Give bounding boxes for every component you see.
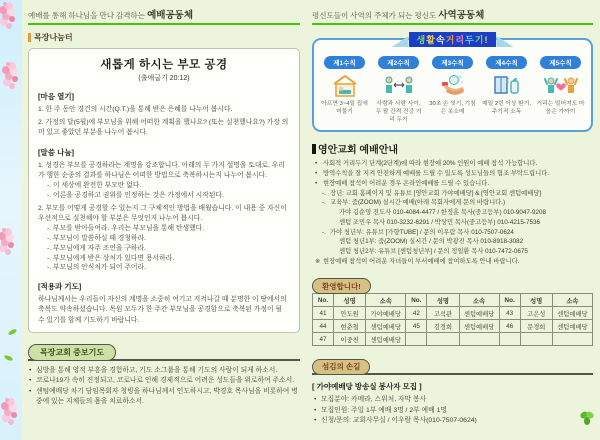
welcome-row	[313, 320, 593, 333]
welcome-cell: 안도원	[334, 307, 366, 320]
service-section	[312, 356, 593, 427]
distancing-rules-box	[312, 34, 593, 132]
lesson-sub-item: -. 부모를 받아들여라. 우리는 부모님을 통해 탄생했다.	[47, 225, 205, 232]
lesson-section-heading: [적용과 기도]	[38, 282, 82, 292]
banner-wing-icon	[392, 36, 409, 47]
worship-line-text: 장년: 교회 홈페이지 및 유튜브 [영안교회 가야예배당] & [영안교회 센텀예배당]	[330, 189, 542, 197]
lesson-sub-item: -. 부모님이 말씀하실 때 경청하라.	[47, 234, 146, 242]
prayer-item: • 센텀예배당 차기 담임목회자 청빙을 하나님께서 인도하시고, 박경호 목사님을 비롯하여 병중에 있는 지체들의 몸을 치료하소서.	[28, 387, 300, 408]
blossom-icon	[6, 62, 10, 66]
lesson-item: 1. 성경은 부모를 공경하라는 계명을 강조합니다. 아래의 두 가지 설명을 토대로, 우리가 행한 순종의 결과를 하나님은 어떠한 방법으로 축복하시는지 나누어 봅시다.	[38, 161, 285, 179]
worship-line	[312, 237, 593, 247]
welcome-col-header: No.	[313, 294, 334, 307]
welcome-row	[313, 307, 593, 320]
welcome-cell	[499, 333, 520, 346]
prayer-section	[28, 342, 300, 408]
rule-caption: 30초 손 씻기, 기침은 옷소매	[429, 101, 476, 115]
worship-line	[312, 159, 593, 169]
worship-line	[312, 257, 593, 267]
worship-line-text: 사회적 거리두기 단계(2단계)에 따라 현장에 20% 인원이 예배 참석 가능합니다.	[323, 160, 538, 168]
service-heading: [ 가야예배당 방송실 봉사자 모집 ]	[312, 381, 422, 391]
welcome-cell: 가야예배당	[366, 307, 406, 320]
left-page-header	[28, 7, 300, 25]
worship-line	[312, 169, 593, 179]
service-list	[312, 395, 593, 428]
welcome-col-header: No.	[406, 294, 427, 307]
welcome-col-header: 소속	[459, 294, 499, 307]
welcome-row	[313, 333, 593, 346]
prayer-item: • 코로나19가 속히 진정되고, 코로나로 인해 경제적으로 어려운 성도들을 위로하여 주소서.	[28, 376, 300, 387]
welcome-cell: 센텀예배당	[459, 307, 499, 320]
blossom-icon	[3, 2, 7, 6]
worship-line	[312, 247, 593, 257]
rule-caption: 사람과 사람 사이, 두 팔 간격 건강 거리 두기	[375, 101, 422, 123]
prayer-badge: 목장교회 중보기도	[28, 344, 116, 361]
worship-line-text: 현장예배 참석이 어려운 자녀들이 부서예배에 참여하도록 안내 바랍니다.	[323, 257, 520, 265]
right-header-prefix: 평신도들이 사역의 주체가 되는 평신도	[312, 11, 437, 20]
lesson-item: 2. 부모를 어떻게 공경할 수 있는지 그 구체적인 방법을 배웠습니다. 이 내용 중 자신이 우선적으로 실천해야 할 부분은 무엇인지 나누어 봅시다.	[38, 204, 287, 222]
rules-row	[319, 56, 586, 124]
green-divider	[28, 23, 300, 25]
service-item: • 모집분야: 카메라, 스위처, 자막 봉사	[312, 395, 593, 406]
rule-label: 제5수칙	[540, 56, 582, 69]
welcome-cell: 47	[313, 333, 334, 346]
welcome-badge: 환영합니다!	[312, 278, 371, 294]
lesson-subtitle: (출애굽기 20:12)	[138, 75, 190, 82]
lesson-sub-item: -. 부모님에게 받은 상처가 있다면 용서하라.	[47, 254, 175, 262]
rule-caption: 거리는 멀어져도 마음은 가까이	[536, 101, 585, 115]
distancing-rule	[319, 56, 370, 124]
welcome-cell: 45	[406, 320, 427, 333]
welcome-col-header: No.	[499, 294, 520, 307]
welcome-col-header: 성명	[520, 294, 552, 307]
left-header-prefix: 예배를 통해 하나님을 만나 감격하는	[28, 11, 146, 20]
hand-wash-icon	[427, 72, 478, 100]
welcome-cell: 42	[406, 307, 427, 320]
lesson-sub-item: -. 부모님의 안식처가 되어 주어라.	[47, 264, 146, 272]
worship-lines	[312, 159, 593, 266]
worship-line	[312, 179, 593, 189]
prayer-item: • 심방을 통해 영적 부흥을 경험하고, 기도 소그룹을 통해 기도의 사람이 되게 하소서.	[28, 366, 300, 377]
right-page	[312, 7, 593, 427]
blossom-icon	[2, 228, 6, 232]
worship-line	[312, 208, 593, 218]
bullet-marker: •	[315, 179, 318, 187]
welcome-col-header: 성명	[334, 294, 366, 307]
bullet-marker: •	[315, 170, 318, 178]
welcome-table	[312, 293, 593, 346]
welcome-col-header: 소속	[366, 294, 406, 307]
worship-line-text: 교육부: 줌(ZOOM) 실시간 예배(아래 목회자에게 문의 바랍니다.)	[330, 199, 506, 207]
welcome-cell	[520, 333, 552, 346]
distancing-banner	[392, 32, 514, 47]
rule-caption: 매일 2번 이상 환기, 주기적 소독	[482, 101, 531, 115]
welcome-cell: 센텀예배당	[552, 320, 592, 333]
section-tag-mokjang	[28, 32, 300, 43]
rule-label: 제2수칙	[378, 56, 420, 69]
bullet-marker: -.	[322, 189, 326, 197]
lesson-sub-item: -. 이 세상에 완전한 부모란 없다.	[47, 181, 142, 189]
worship-line-text: 센텀 청년2부: 유튜브 [센텀청년부] / 문의 정일환 목사 010-7472-0675	[339, 248, 528, 256]
welcome-cell: 43	[499, 307, 520, 320]
distancing-rule	[535, 56, 586, 124]
welcome-cell: 44	[313, 320, 334, 333]
welcome-cell: 센텀예배당	[366, 320, 406, 333]
welcome-cell: 센텀예배당	[366, 333, 406, 346]
lesson-item: 1. 한 주 동안 경건의 시간(Q.T.)을 통해 받은 은혜를 나누어 봅시다.	[38, 106, 233, 113]
ventilation-icon	[481, 72, 532, 100]
keep-distance-icon	[373, 72, 424, 100]
rule-label: 제1수칙	[324, 56, 366, 69]
worship-line-text: 가야 김순영 전도사 010-4084-4477 / 한정훈 목사(중고등부) 010-9047-9208	[339, 209, 547, 217]
welcome-section	[312, 276, 593, 347]
lesson-paragraph: 하나님께서는 우리들이 자신의 계명을 소중히 여기고 지켜나갈 때 분명한 이 땅에서의 축복도 약속하셨습니다. 목원 모두가 한 주간 부모님을 공경함으로 축복된 가정이 될 수 있기를 함께 기도하기 바랍니다.	[38, 296, 287, 324]
welcome-cell	[459, 333, 499, 346]
blossom-icon	[5, 398, 9, 402]
rule-label: 제4수칙	[486, 56, 528, 69]
left-page	[28, 7, 300, 408]
welcome-cell	[552, 333, 592, 346]
welcome-cell: 현춘철	[334, 320, 366, 333]
welcome-cell	[427, 333, 459, 346]
worship-title-row	[312, 141, 593, 156]
lesson-sub-item: -. 부모님에게 자주 조언을 구하라.	[47, 244, 146, 252]
lesson-section-heading: [말씀 나눔]	[38, 147, 75, 157]
banner-title: 생 활 속 거 리 두 기 !	[409, 32, 497, 47]
welcome-col-header: 소속	[552, 294, 592, 307]
welcome-cell: 이중천	[334, 333, 366, 346]
stay-home-icon	[319, 72, 370, 100]
prayer-list	[28, 366, 300, 408]
orange-bar-icon	[28, 33, 31, 42]
welcome-cell: 센텀예배당	[459, 320, 499, 333]
worship-line	[312, 198, 593, 208]
service-item: • 신청/문의: 교회사무실 / 이우람 목사(010-7507-0624)	[312, 416, 593, 427]
welcome-cell: 46	[499, 320, 520, 333]
rule-label: 제3수칙	[432, 56, 474, 69]
worship-line-text: 현장예배 참석이 어려운 경우 온라인예배를 드릴 수 있습니다.	[323, 179, 490, 187]
leaf-icon	[8, 328, 18, 336]
welcome-cell: 41	[313, 307, 334, 320]
worship-line-text: 가야 청년부: 유튜브 [가향TUBE] / 문의 이우람 목사 010-7507-0624	[330, 228, 514, 236]
worship-line	[312, 228, 593, 238]
bullet-marker: -.	[322, 228, 326, 236]
lesson-item: 2. 가정의 달(5월)에 부모님을 위해 어떠한 계획을 했나요? (또는 실천했나요?) 가장 의미 있고 좋았던 부분을 나누어 봅시다.	[38, 119, 289, 137]
welcome-cell: 고석관	[427, 307, 459, 320]
distancing-rule	[427, 56, 478, 124]
right-page-header	[312, 7, 593, 25]
right-header-emphasis: 사역공동체	[438, 10, 485, 21]
leaf-icon	[4, 354, 14, 361]
welcome-cell: 고은성	[520, 307, 552, 320]
bullet-marker: •	[315, 160, 318, 168]
heart-together-icon	[535, 72, 586, 100]
worship-info-section	[312, 141, 593, 266]
welcome-cell	[406, 333, 427, 346]
lesson-box	[28, 48, 300, 333]
bullet-marker: ※	[315, 257, 321, 265]
banner-wing-icon	[496, 36, 513, 47]
lesson-title: 새롭게 하시는 부모 공경	[100, 59, 228, 71]
black-bar-icon	[312, 144, 316, 154]
clover-icon	[578, 409, 596, 432]
welcome-cell: 문경희	[520, 320, 552, 333]
blossom-strip	[0, 0, 22, 440]
service-item: • 모집인원: 주일 1부 예배 3명 / 2부 예배 1명	[312, 406, 593, 417]
worship-line-text: 센텀 조민우 목사 010-3232-6291 / 박상민 목사(중고등부) 010-4215-7536	[339, 218, 540, 226]
worship-line-text: 센텀 청년1부: 줌(ZOOM) 실시간 / 문의 박광진 목사 010-8918-3082	[339, 238, 524, 246]
lesson-sub-item: -. 어른을 공경하고 권위를 인정하는 것은 가정에서 시작된다.	[47, 191, 224, 199]
distancing-rule	[481, 56, 532, 124]
worship-line	[312, 189, 593, 199]
welcome-col-header: 성명	[427, 294, 459, 307]
lesson-section-heading: [마음 열기]	[38, 92, 75, 101]
distancing-rule	[373, 56, 424, 124]
worship-title: 영안교회 예배안내	[318, 145, 399, 157]
worship-line-text: 방역수칙을 잘 지켜 안전하게 예배를 드릴 수 있도록 성도님들의 협조 부탁드립니다.	[323, 170, 550, 178]
green-divider	[312, 23, 593, 25]
section-label: 목장나눔터	[34, 33, 73, 42]
lesson-sections	[38, 91, 290, 326]
rule-caption: 아프면 3~4일 집에 머물기	[321, 101, 368, 115]
welcome-cell: 센텀예배당	[552, 307, 592, 320]
bullet-marker: -.	[322, 199, 326, 207]
worship-line	[312, 218, 593, 228]
left-header-emphasis: 예배공동체	[147, 10, 193, 21]
welcome-cell: 김경희	[427, 320, 459, 333]
service-badge: 섬김의 손길	[312, 359, 370, 375]
